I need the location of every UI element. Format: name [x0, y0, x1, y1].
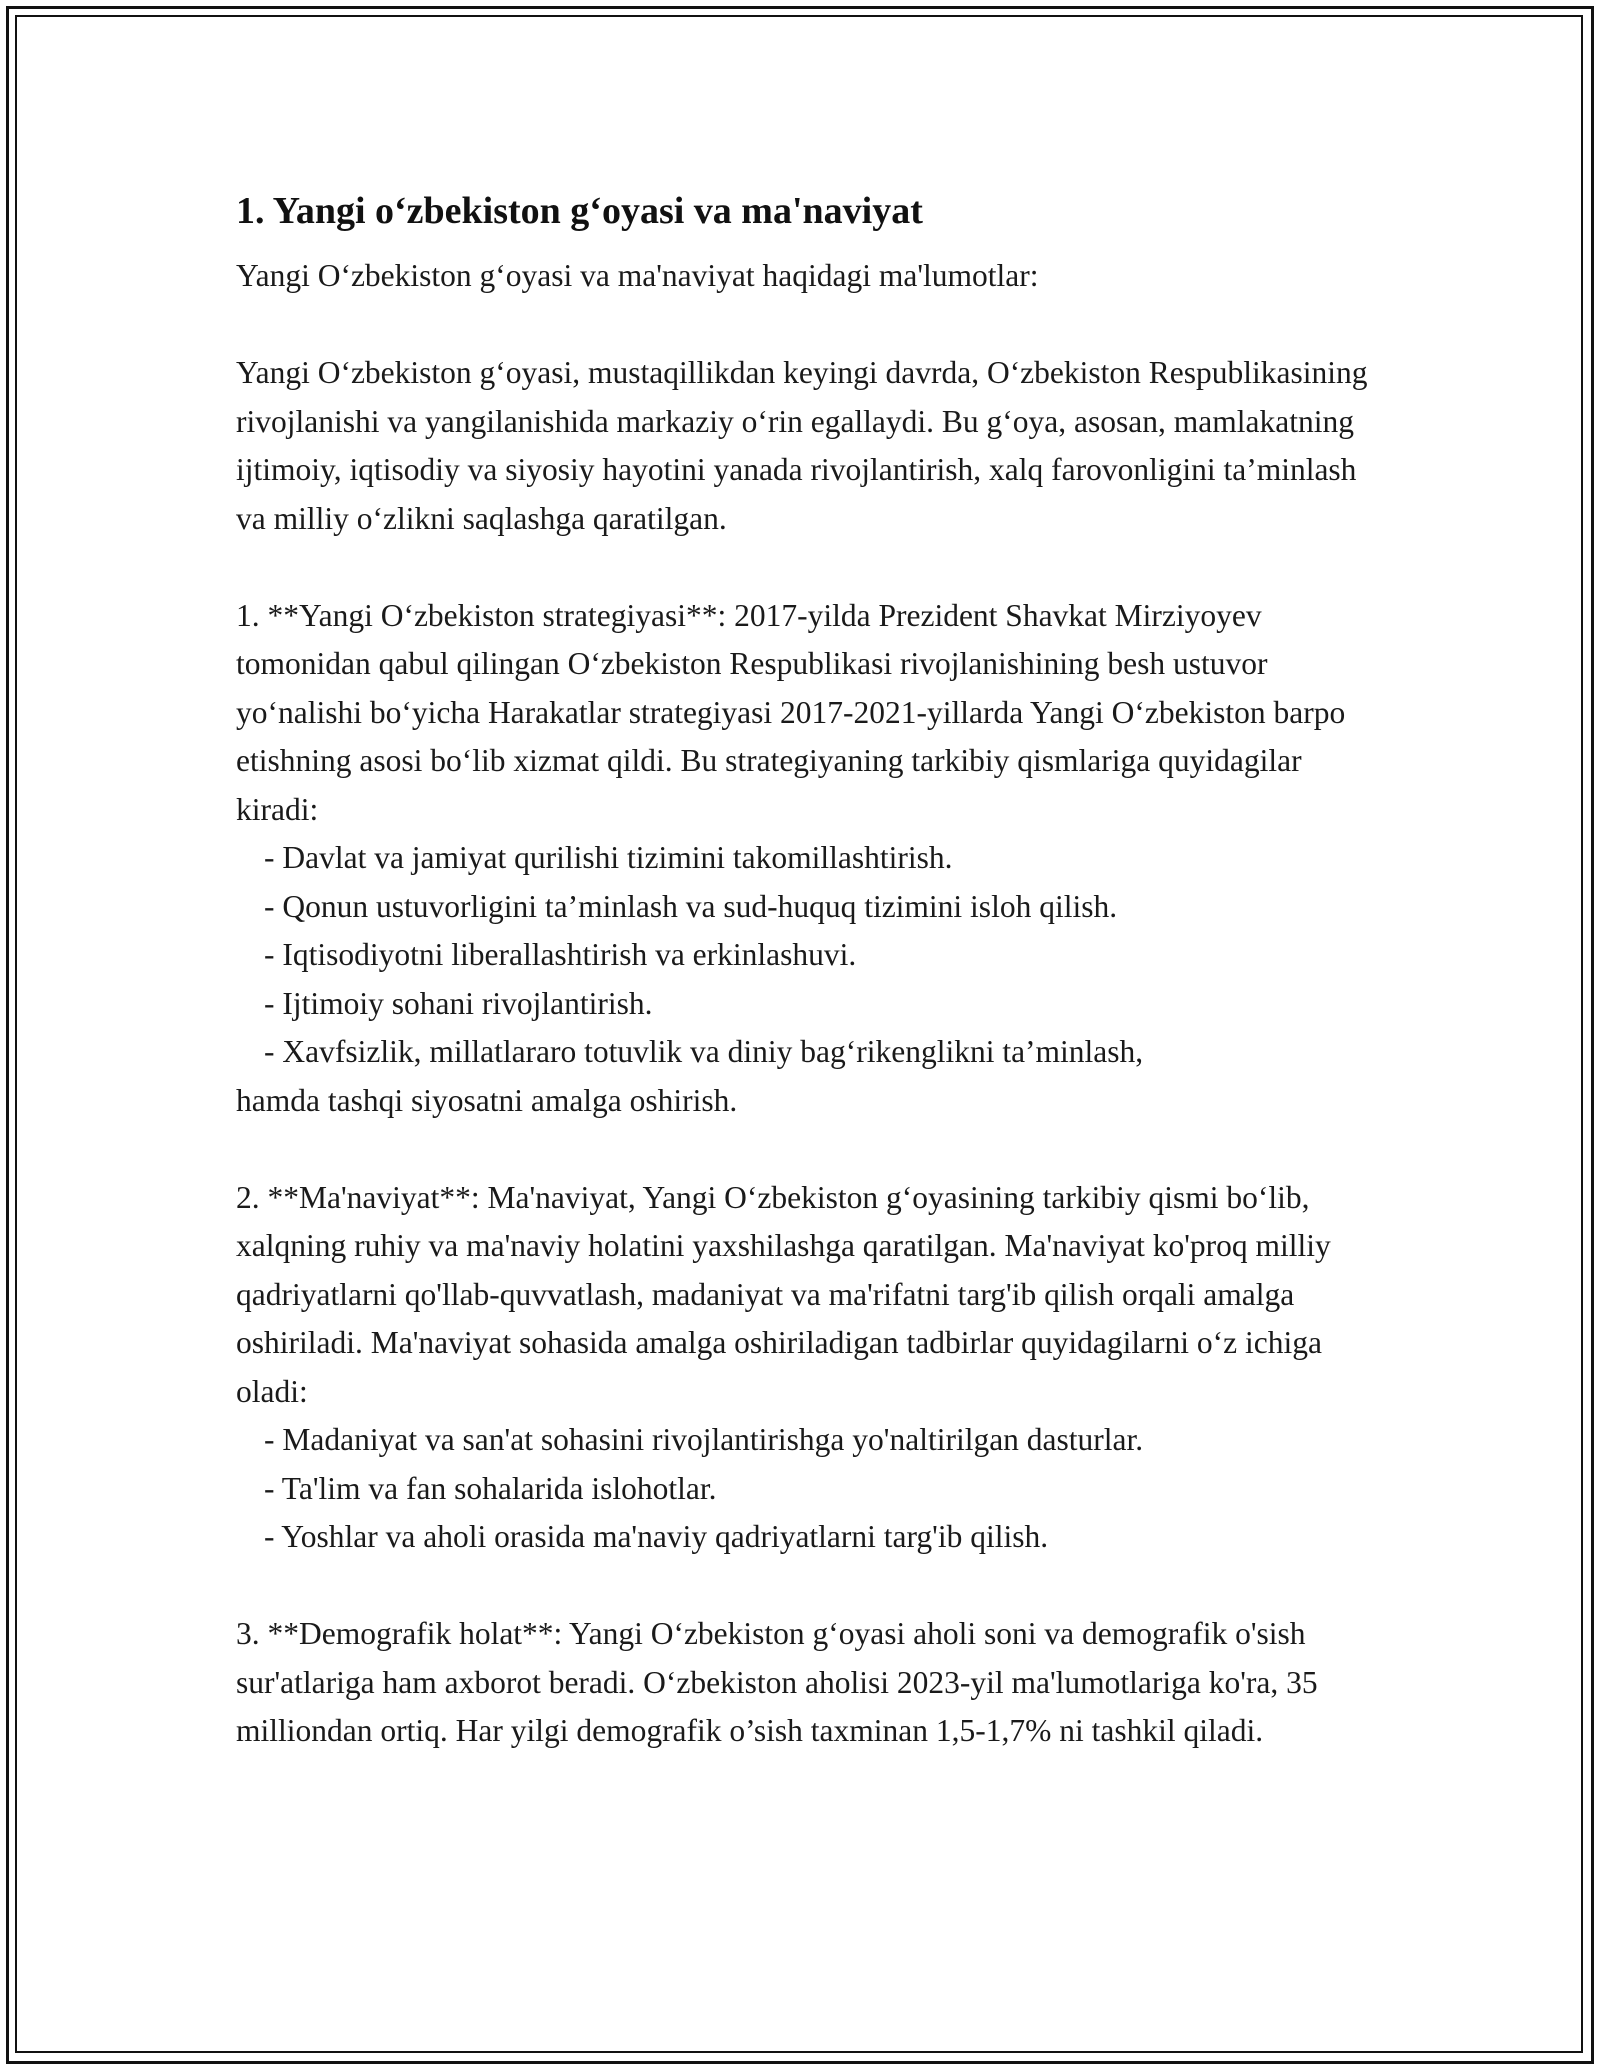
list-item: - Davlat va jamiyat qurilishi tizimini takomillashtirish.	[264, 840, 953, 875]
list-item: - Iqtisodiyotni liberallashtirish va erkinlashuvi.	[264, 937, 857, 972]
spacer	[236, 1125, 1376, 1174]
spacer	[236, 543, 1376, 592]
document-body	[236, 186, 1376, 1756]
section-1-text: 1. **Yangi O‘zbekiston strategiyasi**: 2017-yilda Prezident Shavkat Mirziyoyev tomonidan qabul qilingan O‘zbekiston Respublikasi rivojlanishining besh ustuvor yo‘nalishi bo‘yicha Harakatlar strategiyasi 2017-2021-yillarda Yangi O‘zbekiston barpo etishning asosi bo‘lib xizmat qildi. Bu strategiyaning tarkibiy qismlariga quyidagilar kiradi:	[236, 597, 1346, 827]
list-item: - Madaniyat va san'at sohasini rivojlantirishga yo'naltirilgan dasturlar.	[264, 1422, 1144, 1457]
intro-line: Yangi O‘zbekiston g‘oyasi va ma'naviyat haqidagi ma'lumotlar:	[236, 258, 1039, 293]
list-item: - Xavfsizlik, millatlararo totuvlik va diniy bag‘rikenglikni ta’minlash,	[264, 1034, 1144, 1069]
list-item: - Ijtimoiy sohani rivojlantirish.	[264, 985, 653, 1021]
spacer	[236, 301, 1376, 350]
section-2-text: 2. **Ma'naviyat**: Ma'naviyat, Yangi O‘zbekiston g‘oyasining tarkibiy qismi bo‘lib, xalqning ruhiy va ma'naviy holatini yaxshilashga qaratilgan. Ma'naviyat ko'proq milliy qadriyatlarni qo'llab-quvvatlash, madaniyat va ma'rifatni targ'ib qilish orqali amalga oshiriladi. Ma'naviyat sohasida amalga oshiriladigan tadbirlar quyidagilarni o‘z ichiga oladi:	[236, 1179, 1331, 1409]
list-item-continuation: hamda tashqi siyosatni amalga oshirish.	[236, 1082, 738, 1118]
section-3-text: 3. **Demografik holat**: Yangi O‘zbekiston g‘oyasi aholi soni va demografik o'sish sur'atlariga ham axborot beradi. O‘zbekiston aholisi 2023-yil ma'lumotlariga ko'ra, 35 milliondan ortiq. Har yilgi demografik o’sish taxminan 1,5-1,7% ni tashkil qiladi.	[236, 1616, 1318, 1748]
list-item: - Yoshlar va aholi orasida ma'naviy qadriyatlarni targ'ib qilish.	[264, 1519, 1049, 1554]
paragraph-1: Yangi O‘zbekiston g‘oyasi, mustaqillikdan keyingi davrda, O‘zbekiston Respublikasining rivojlanishi va yangilanishida markaziy o‘rin egallaydi. Bu g‘oya, asosan, mamlakatning ijtimoiy, iqtisodiy va siyosiy hayotini yanada rivojlantirish, xalq farovonligini ta’minlash va milliy o‘zlikni saqlashga qaratilgan.	[236, 355, 1368, 536]
list-item: - Qonun ustuvorligini ta’minlash va sud-huquq tizimini isloh qilish.	[264, 888, 1118, 924]
spacer	[236, 1562, 1376, 1611]
document-title: 1. Yangi o‘zbekiston g‘oyasi va ma'naviyat	[236, 190, 923, 232]
list-item: - Ta'lim va fan sohalarida islohotlar.	[264, 1470, 717, 1506]
